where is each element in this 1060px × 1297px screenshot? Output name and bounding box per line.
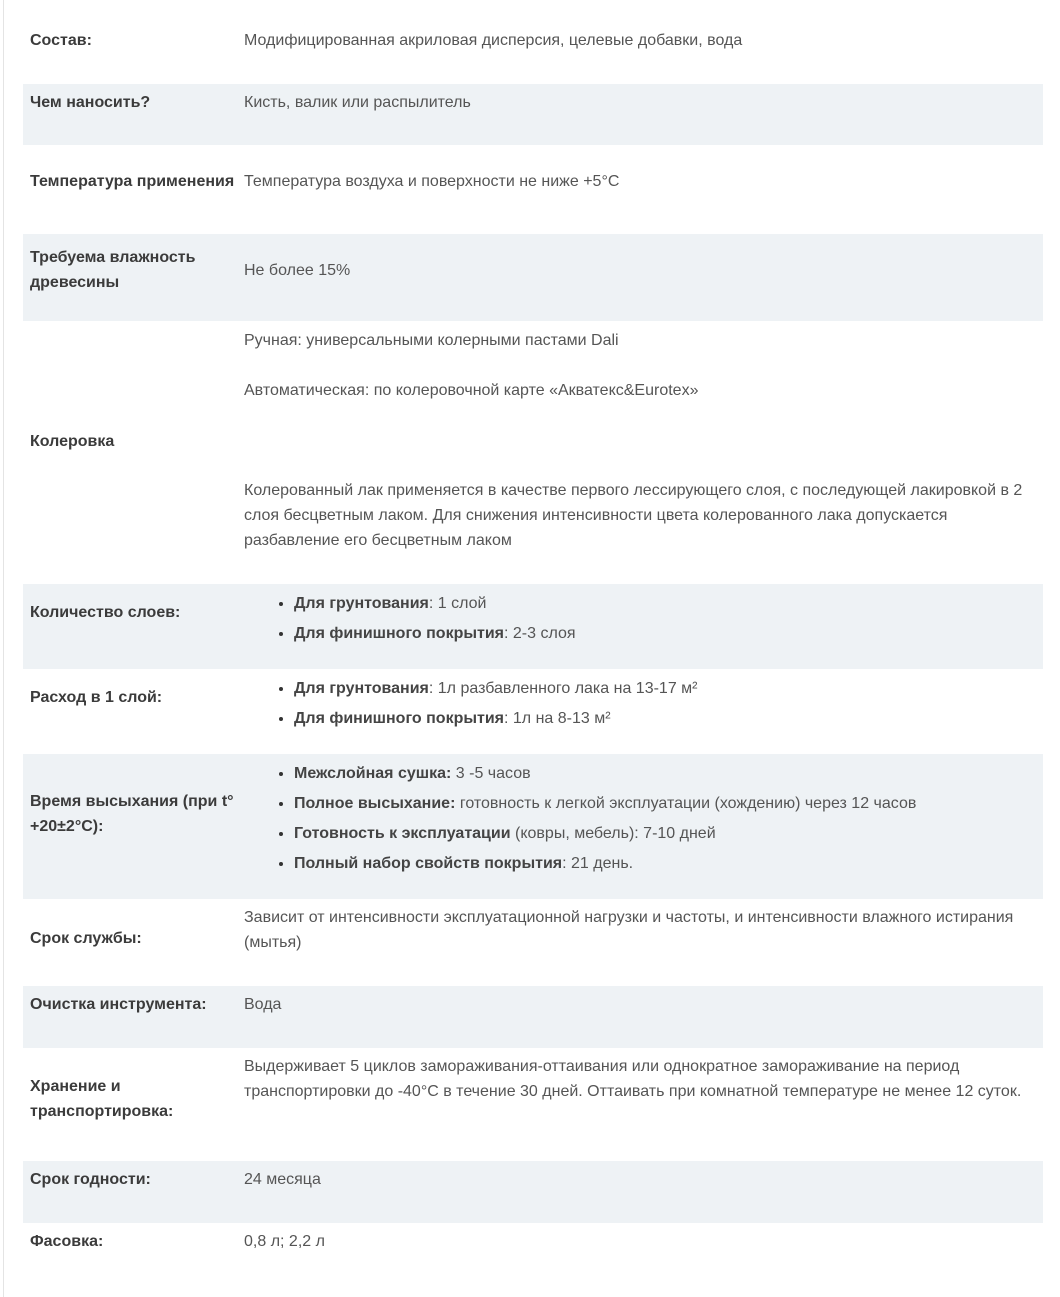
list-item	[294, 704, 1033, 734]
spec-label: Время высыхания (при t° +20±2°С):	[23, 754, 244, 899]
spec-value: Вода	[244, 986, 1043, 1048]
spec-row-vremya	[23, 754, 1043, 899]
kolerovka-manual: Ручная: универсальными колерными пастами Dali	[244, 332, 619, 349]
product-spec-table	[23, 0, 1043, 1285]
layers-list	[244, 589, 1033, 649]
spec-label: Состав:	[30, 32, 92, 49]
spec-value	[244, 584, 1043, 669]
item-text: : 1 слой	[428, 595, 487, 612]
list-item	[294, 619, 1033, 649]
spec-value: Выдерживает 5 циклов замораживания-оттаивания или однократное замораживание на период транспортировки до -40°С в течение 30 дней. Оттаивать при комнатной температуре не менее 12 суток.	[244, 1058, 1022, 1100]
left-border-line	[3, 0, 4, 1297]
spec-label: Чем наносить?	[23, 84, 244, 145]
item-text: : 1л на 8-13 м²	[504, 710, 611, 727]
list-item	[294, 759, 1033, 789]
spec-label: Расход в 1 слой:	[30, 689, 163, 706]
spec-label: Температура применения	[30, 173, 235, 190]
spec-label: Хранение и транспортировка:	[30, 1077, 174, 1120]
item-title: Готовность к эксплуатации	[294, 825, 511, 842]
item-title: Для грунтования	[294, 680, 429, 697]
spec-row-srok-godnosti	[23, 1161, 1043, 1223]
spec-value: 24 месяца	[244, 1161, 1043, 1223]
list-item	[294, 589, 1033, 619]
spec-label: Фасовка:	[30, 1233, 104, 1250]
item-text: 3 -5 часов	[451, 765, 531, 782]
spec-label: Количество слоев:	[23, 584, 244, 669]
kolerovka-auto: Автоматическая: по колеровочной карте «Акватекс&Eurotex»	[244, 382, 699, 399]
consumption-list	[244, 674, 1033, 734]
item-text: : 1л разбавленного лака на 13-17 м²	[428, 680, 698, 697]
list-item	[294, 789, 1033, 819]
spec-value	[244, 321, 1043, 584]
item-title: Для финишного покрытия	[294, 710, 505, 727]
item-title: Полное высыхание:	[294, 795, 456, 812]
item-text: : 21 день.	[562, 855, 634, 872]
spec-row-sostav	[23, 0, 1043, 84]
spec-value: 0,8 л; 2,2 л	[244, 1233, 325, 1250]
spec-value	[244, 669, 1043, 754]
item-title: Для грунтования	[294, 595, 429, 612]
spec-value: Модифицированная акриловая дисперсия, целевые добавки, вода	[244, 32, 743, 49]
spec-value	[244, 754, 1043, 899]
spacer	[244, 353, 1033, 378]
spec-row-hranenie	[23, 1048, 1043, 1161]
item-title: Для финишного покрытия	[294, 625, 505, 642]
spec-row-srok-sluzhby	[23, 899, 1043, 986]
item-text: готовность к легкой эксплуатации (хождению) через 12 часов	[455, 795, 917, 812]
list-item	[294, 849, 1033, 879]
spec-value: Зависит от интенсивности эксплуатационной нагрузки и частоты, и интенсивности влажного истирания (мытья)	[244, 909, 1014, 951]
item-text: : 2-3 слоя	[504, 625, 576, 642]
spec-label: Требуема влажность древесины	[23, 234, 244, 321]
spec-row-nanosit	[23, 84, 1043, 145]
spec-label: Колеровка	[30, 433, 115, 450]
spacer	[244, 403, 1033, 478]
list-item	[294, 819, 1033, 849]
item-text: (ковры, мебель): 7-10 дней	[510, 825, 716, 842]
spec-row-vlazhnost	[23, 234, 1043, 321]
spec-label: Срок службы:	[30, 930, 142, 947]
kolerovka-note: Колерованный лак применяется в качестве первого лессирующего слоя, с последующей лакировкой в 2 слоя бесцветным лаком. Для снижения интенсивности цвета колерованного лака допускается разбавление его бесцветным лаком	[244, 482, 1023, 549]
item-title: Межслойная сушка:	[294, 765, 452, 782]
spec-row-rashod	[23, 669, 1043, 754]
list-item	[294, 674, 1033, 704]
spec-value: Не более 15%	[244, 234, 1043, 321]
drying-list	[244, 759, 1033, 879]
spec-value: Температура воздуха и поверхности не ниже +5°С	[244, 173, 620, 190]
spec-label: Срок годности:	[23, 1161, 244, 1223]
spec-row-fasovka	[23, 1223, 1043, 1285]
item-title: Полный набор свойств покрытия	[294, 855, 563, 872]
spec-row-ochistka	[23, 986, 1043, 1048]
spec-label: Очистка инструмента:	[23, 986, 244, 1048]
spec-row-temp	[23, 145, 1043, 234]
spec-row-sloi	[23, 584, 1043, 669]
spec-row-kolerovka	[23, 321, 1043, 584]
spec-value: Кисть, валик или распылитель	[244, 84, 1043, 145]
